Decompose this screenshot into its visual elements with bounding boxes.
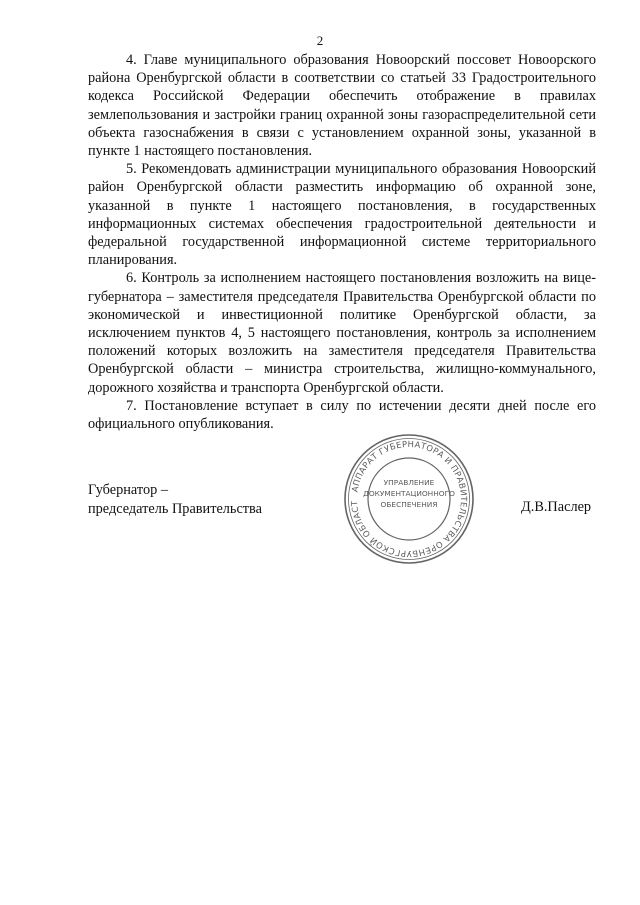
paragraph-7: 7. Постановление вступает в силу по истечении десяти дней после его официального опубликования. <box>88 397 596 433</box>
paragraph-6: 6. Контроль за исполнением настоящего постановления возложить на вице-губернатора – заместителя председателя Правительства Оренбургской области по экономической и инвестиционной политике Оренбургской области, за исключением пунктов 4, 5 настоящего постановления, контроль за исполнением положений которых возложить на заместителя председателя Правительства Оренбургской области – министра строительства, жилищно-коммунального, дорожного хозяйства и транспорта Оренбургской области. <box>88 270 596 396</box>
signatory-title-line-2: председатель Правительства <box>88 501 262 517</box>
paragraph-4: 4. Главе муниципального образования Новоорский поссовет Новоорского района Оренбургской области в соответствии со статьей 33 Градостроительного кодекса Российской Федерации обеспечить отображение в правилах землепользования и застройки границ охранной зоны газораспределительной сети объекта газоснабжения в связи с установлением охранной зоны, указанной в пункте 1 настоящего постановления. <box>88 52 596 160</box>
page-number: 2 <box>316 33 324 48</box>
stamp-center-line-2: ДОКУМЕНТАЦИОННОГО <box>363 489 455 498</box>
official-stamp <box>342 432 476 566</box>
stamp-ring-text: АППАРАТ ГУБЕРНАТОРА И ПРАВИТЕЛЬСТВА ОРЕНБУРГСКОЙ ОБЛАСТ <box>348 438 470 560</box>
document-body <box>88 51 596 433</box>
stamp-center-line-3: ОБЕСПЕЧЕНИЯ <box>380 500 438 509</box>
signatory-title <box>88 481 262 519</box>
paragraph-5: 5. Рекомендовать администрации муниципального образования Новоорский район Оренбургской области разместить информацию об охранной зоне, указанной в пункте 1 настоящего постановления, в государственных информационных системах обеспечения градостроительной деятельности и федеральной государственной информационной системе территориального планирования. <box>88 161 596 269</box>
signatory-title-line-1: Губернатор – <box>88 482 168 498</box>
signatory-name: Д.В.Паслер <box>521 499 592 515</box>
stamp-center-text <box>342 477 476 510</box>
stamp-center-line-1: УПРАВЛЕНИЕ <box>383 478 435 487</box>
